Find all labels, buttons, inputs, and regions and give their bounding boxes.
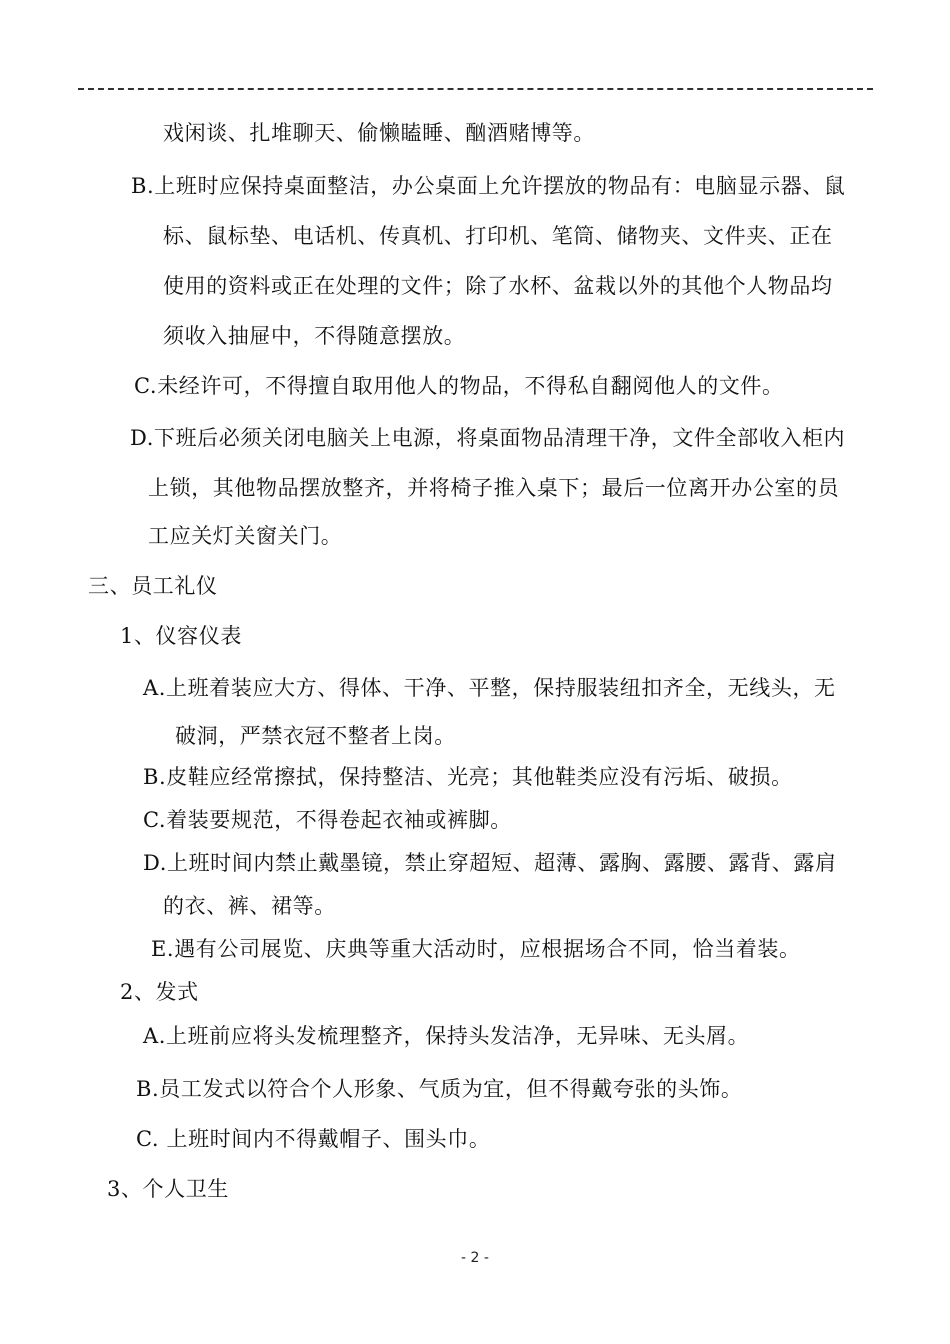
section-heading: 三、员工礼仪 <box>88 574 218 598</box>
text-line: C.未经许可，不得擅自取用他人的物品，不得私自翻阅他人的文件。 <box>134 374 784 398</box>
text-line: C. 上班时间内不得戴帽子、围头巾。 <box>136 1127 491 1151</box>
page-number: - 2 - <box>461 1250 489 1266</box>
text-line: C.着装要规范，不得卷起衣袖或裤脚。 <box>143 808 512 832</box>
text-line: 须收入抽屉中，不得随意摆放。 <box>163 324 466 348</box>
text-line: D.上班时间内禁止戴墨镜，禁止穿超短、超薄、露胸、露腰、露背、露肩 <box>143 851 837 875</box>
text-line: 上锁，其他物品摆放整齐，并将椅子推入桌下；最后一位离开办公室的员 <box>148 476 840 500</box>
subsection-heading: 1、仪容仪表 <box>120 624 242 648</box>
text-line: 破洞，严禁衣冠不整者上岗。 <box>175 724 456 748</box>
text-line: A.上班着装应大方、得体、干净、平整，保持服装纽扣齐全，无线头，无 <box>143 676 836 700</box>
text-line: B.员工发式以符合个人形象、气质为宜，但不得戴夸张的头饰。 <box>136 1077 743 1101</box>
header-rule <box>78 88 873 90</box>
text-line: B.上班时应保持桌面整洁，办公桌面上允许摆放的物品有：电脑显示器、鼠 <box>131 174 846 198</box>
text-line: 使用的资料或正在处理的文件；除了水杯、盆栽以外的其他个人物品均 <box>163 274 833 298</box>
text-line: 戏闲谈、扎堆聊天、偷懒瞌睡、酗酒赌博等。 <box>163 121 595 145</box>
text-line: A.上班前应将头发梳理整齐，保持头发洁净，无异味、无头屑。 <box>143 1024 750 1048</box>
text-line: D.下班后必须关闭电脑关上电源，将桌面物品清理干净，文件全部收入柜内 <box>130 426 846 450</box>
subsection-heading: 3、个人卫生 <box>107 1177 229 1201</box>
text-line: E.遇有公司展览、庆典等重大活动时，应根据场合不同，恰当着装。 <box>151 937 801 961</box>
text-line: 的衣、裤、裙等。 <box>163 894 336 918</box>
subsection-heading: 2、发式 <box>120 980 199 1004</box>
text-line: 工应关灯关窗关门。 <box>148 524 343 548</box>
text-line: 标、鼠标垫、电话机、传真机、打印机、笔筒、储物夹、文件夹、正在 <box>163 224 833 248</box>
text-line: B.皮鞋应经常擦拭，保持整洁、光亮；其他鞋类应没有污垢、破损。 <box>143 765 793 789</box>
